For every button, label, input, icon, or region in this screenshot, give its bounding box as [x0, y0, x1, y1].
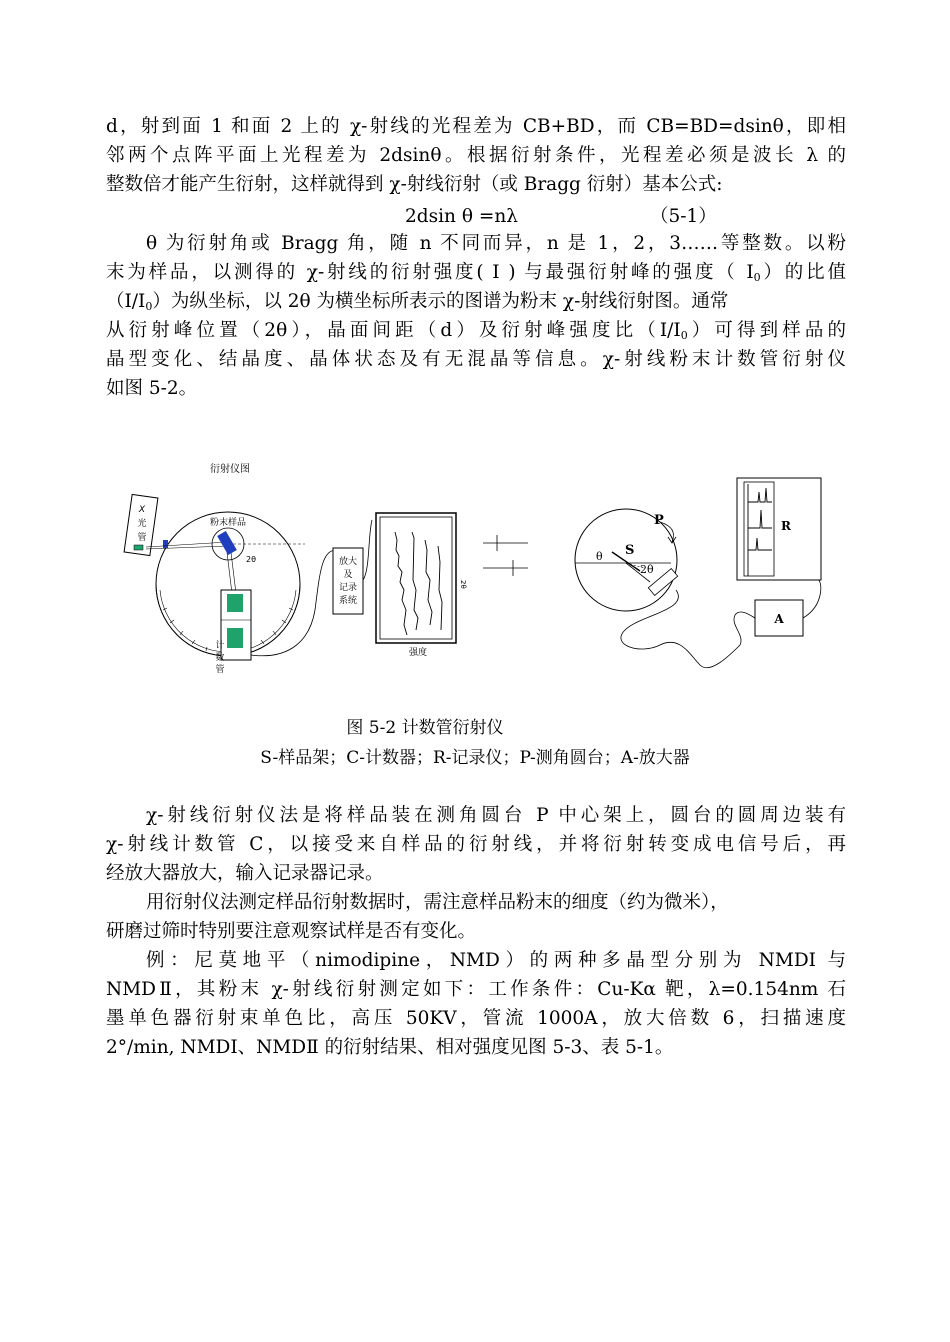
counter-window-1: [227, 594, 243, 612]
paragraph-3-line-3: 经放大器放大，输入记录器记录。: [106, 863, 384, 884]
x-ray-tube-label-1: X: [138, 505, 146, 515]
paragraph-3-line-2: χ-射线计数管 C，以接受来自样品的衍射线，并将衍射转变成电信号后，再: [106, 834, 846, 855]
figure-title: 衍射仪图: [210, 464, 250, 475]
label-theta: θ: [596, 550, 603, 563]
paragraph-5-line-2: NMDⅡ，其粉末 χ-射线衍射测定如下：工作条件：Cu-Kα 靶，λ=0.154nm 石: [106, 979, 846, 1000]
paragraph-3-line-1: χ-射线衍射仪法是将样品装在测角圆台 P 中心架上，圆台的圆周边装有: [146, 805, 846, 826]
amplifier-label-1: 放大: [338, 557, 358, 567]
counter-label-3: 管: [215, 665, 225, 675]
amplifier-label-3: 记录: [338, 583, 358, 593]
intensity-label: 强度: [408, 648, 428, 658]
slit: [163, 540, 168, 548]
amplifier-label-2: 及: [343, 570, 353, 580]
paragraph-5-line-3: 墨单色器衍射束单色比，高压 50KV，管流 1000A，放大倍数 6，扫描速度: [106, 1008, 846, 1029]
paragraph-2-line-6: 如图 5-2。: [106, 378, 198, 399]
paragraph-2-line-3: $(I/I_0)$为纵坐标，以 2θ 为横坐标所表示的图谱为粉末 χ-射线衍射图。通常: [106, 291, 729, 313]
counter-window-2: [227, 628, 243, 648]
paragraph-2-line-4: 从衍射峰位置（2θ），晶面间距（d）及衍射峰强度比$(I/I_0)$可得到样品的: [106, 320, 846, 342]
paragraph-1-line-1: d，射到面 1 和面 2 上的 χ-射线的光程差为 CB+BD，而 CB=BD=dsinθ，即相: [106, 116, 846, 137]
equation-number: （5-1）: [650, 206, 717, 227]
x-ray-tube-label-2: 光: [137, 519, 147, 529]
paragraph-2-line-2: 末为样品，以测得的 χ-射线的衍射强度( I ) 与最强衍射峰的强度（ $I_0$）的比值: [106, 262, 846, 284]
diffractometer-figure: [0, 440, 950, 710]
paragraph-4-line-2: 研磨过筛时特别要注意观察试样是否有变化。: [106, 921, 477, 942]
bragg-equation: 2dsin θ =nλ: [405, 206, 518, 227]
paragraph-1-line-3: 整数倍才能产生衍射，这样就得到 χ-射线衍射（或 Bragg 衍射）基本公式:: [106, 174, 723, 195]
label-2theta: 2θ: [640, 563, 654, 576]
figure-legend: S-样品架；C-计数器；R-记录仪；P-测角圆台；A-放大器: [260, 748, 690, 768]
two-theta-angle-label: 2θ: [246, 555, 256, 564]
powder-sample: [217, 531, 237, 555]
tube-window: [134, 545, 143, 550]
figure-caption: 图 5-2 计数管衍射仪: [346, 718, 504, 738]
paragraph-5-line-1: 例：尼莫地平（nimodipine，NMD）的两种多晶型分别为 NMDI 与: [146, 950, 846, 971]
paragraph-5-line-4: 2°/min, NMDⅠ、NMDⅡ 的衍射结果、相对强度见图 5-3、表 5-1。: [106, 1037, 674, 1058]
label-r: R: [781, 519, 791, 533]
paragraph-4-line-1: 用衍射仪法测定样品衍射数据时，需注意样品粉末的细度（约为微米），: [146, 892, 729, 913]
x-ray-tube-label-3: 管: [137, 533, 147, 543]
label-a: A: [774, 612, 784, 626]
angle-axis-label: 2θ: [459, 580, 467, 589]
paragraph-2-line-1: θ 为衍射角或 Bragg 角，随 n 不同而异，n 是 1，2，3……等整数。以粉: [146, 233, 846, 254]
counter-label-1: 计: [215, 641, 225, 651]
paragraph-2-line-5: 晶型变化、结晶度、晶体状态及有无混晶等信息。χ-射线粉末计数管衍射仪: [106, 349, 846, 370]
label-s: S: [625, 543, 635, 558]
label-p: P: [654, 513, 664, 528]
counter-label-2: 数: [215, 653, 225, 663]
sample-label: 粉末样品: [209, 518, 247, 528]
diffraction-chart: [376, 513, 456, 643]
paragraph-1-line-2: 邻两个点阵平面上光程差为 2dsinθ。根据衍射条件，光程差必须是波长 λ 的: [106, 145, 846, 166]
amplifier-label-4: 系统: [338, 596, 358, 606]
